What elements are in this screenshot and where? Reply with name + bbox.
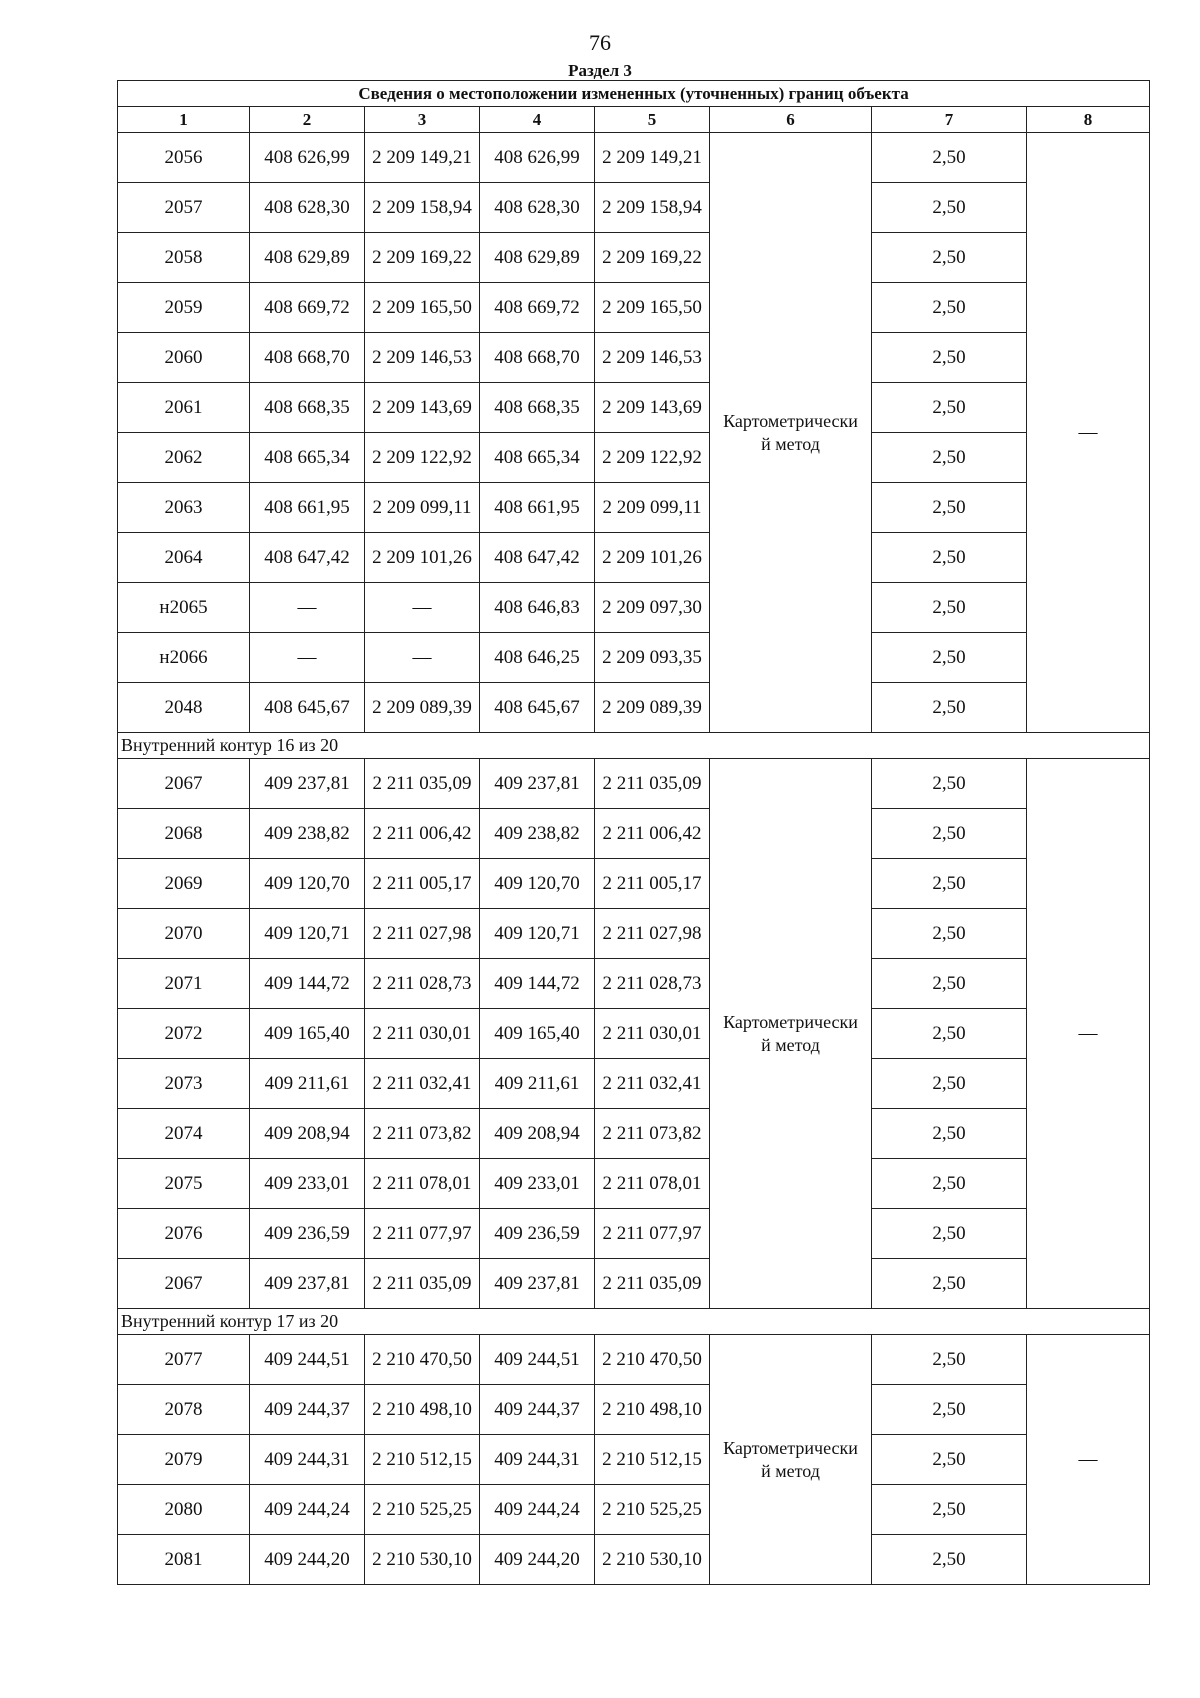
accuracy-cell: 2,50 <box>872 583 1027 633</box>
existing-y-cell: 2 209 169,22 <box>365 233 480 283</box>
table-row <box>118 383 1150 433</box>
new-x-cell: 409 238,82 <box>480 809 595 859</box>
column8-cell: — <box>1027 759 1150 1309</box>
table-row <box>118 1335 1150 1385</box>
point-id-cell: н2066 <box>118 633 250 683</box>
method-text-line1: Картометрически <box>723 1437 858 1458</box>
point-id-cell: 2060 <box>118 333 250 383</box>
new-y-cell: 2 210 530,10 <box>595 1535 710 1585</box>
table-row <box>118 1259 1150 1309</box>
table-row <box>118 233 1150 283</box>
existing-x-cell: 408 628,30 <box>250 183 365 233</box>
new-x-cell: 408 661,95 <box>480 483 595 533</box>
accuracy-cell: 2,50 <box>872 1535 1027 1585</box>
new-x-cell: 409 120,71 <box>480 909 595 959</box>
new-x-cell: 409 233,01 <box>480 1159 595 1209</box>
accuracy-cell: 2,50 <box>872 959 1027 1009</box>
table-row <box>118 1209 1150 1259</box>
column8-cell: — <box>1027 133 1150 733</box>
new-y-cell: 2 209 101,26 <box>595 533 710 583</box>
point-id-cell: 2068 <box>118 809 250 859</box>
new-y-cell: 2 209 149,21 <box>595 133 710 183</box>
contour-label-row <box>118 733 1150 759</box>
column-number: 8 <box>1027 107 1150 133</box>
existing-y-cell: 2 211 028,73 <box>365 959 480 1009</box>
point-id-cell: 2074 <box>118 1109 250 1159</box>
new-x-cell: 408 668,35 <box>480 383 595 433</box>
accuracy-cell: 2,50 <box>872 1435 1027 1485</box>
existing-y-cell: 2 211 027,98 <box>365 909 480 959</box>
new-y-cell: 2 211 035,09 <box>595 1259 710 1309</box>
existing-x-cell: 408 626,99 <box>250 133 365 183</box>
existing-x-cell: 408 665,34 <box>250 433 365 483</box>
existing-x-cell: 409 120,70 <box>250 859 365 909</box>
accuracy-cell: 2,50 <box>872 483 1027 533</box>
method-cell <box>710 759 872 1309</box>
new-x-cell: 409 211,61 <box>480 1059 595 1109</box>
method-text-line1: Картометрически <box>723 1011 858 1032</box>
new-y-cell: 2 209 158,94 <box>595 183 710 233</box>
new-x-cell: 408 629,89 <box>480 233 595 283</box>
new-x-cell: 409 208,94 <box>480 1109 595 1159</box>
point-id-cell: 2063 <box>118 483 250 533</box>
contour-label-row <box>118 1309 1150 1335</box>
existing-x-cell: 409 208,94 <box>250 1109 365 1159</box>
existing-y-cell: 2 211 032,41 <box>365 1059 480 1109</box>
accuracy-cell: 2,50 <box>872 1385 1027 1435</box>
new-x-cell: 409 244,24 <box>480 1485 595 1535</box>
point-id-cell: 2080 <box>118 1485 250 1535</box>
point-id-cell: н2065 <box>118 583 250 633</box>
accuracy-cell: 2,50 <box>872 183 1027 233</box>
column-number: 7 <box>872 107 1027 133</box>
table-row <box>118 1485 1150 1535</box>
existing-x-cell: 408 669,72 <box>250 283 365 333</box>
new-y-cell: 2 211 006,42 <box>595 809 710 859</box>
existing-x-cell: 408 661,95 <box>250 483 365 533</box>
point-id-cell: 2076 <box>118 1209 250 1259</box>
accuracy-cell: 2,50 <box>872 1009 1027 1059</box>
accuracy-cell: 2,50 <box>872 1209 1027 1259</box>
existing-y-cell: 2 210 512,15 <box>365 1435 480 1485</box>
existing-y-cell: 2 209 165,50 <box>365 283 480 333</box>
new-y-cell: 2 209 097,30 <box>595 583 710 633</box>
accuracy-cell: 2,50 <box>872 433 1027 483</box>
table-row <box>118 483 1150 533</box>
existing-y-cell: 2 209 089,39 <box>365 683 480 733</box>
accuracy-cell: 2,50 <box>872 1159 1027 1209</box>
point-id-cell: 2059 <box>118 283 250 333</box>
existing-x-cell: 409 244,24 <box>250 1485 365 1535</box>
table-row <box>118 1385 1150 1435</box>
existing-x-cell: 408 647,42 <box>250 533 365 583</box>
boundary-table <box>117 80 1150 1585</box>
new-x-cell: 408 646,25 <box>480 633 595 683</box>
accuracy-cell: 2,50 <box>872 1059 1027 1109</box>
point-id-cell: 2057 <box>118 183 250 233</box>
table-row <box>118 683 1150 733</box>
existing-y-cell: 2 211 078,01 <box>365 1159 480 1209</box>
point-id-cell: 2077 <box>118 1335 250 1385</box>
method-text-line2: й метод <box>761 1034 820 1055</box>
table-row <box>118 633 1150 683</box>
column-number: 4 <box>480 107 595 133</box>
table-body <box>118 81 1150 1585</box>
existing-y-cell: 2 209 143,69 <box>365 383 480 433</box>
new-y-cell: 2 211 078,01 <box>595 1159 710 1209</box>
existing-y-cell: 2 211 005,17 <box>365 859 480 909</box>
point-id-cell: 2070 <box>118 909 250 959</box>
existing-y-cell: 2 211 035,09 <box>365 1259 480 1309</box>
new-x-cell: 409 244,51 <box>480 1335 595 1385</box>
contour-label: Внутренний контур 16 из 20 <box>118 733 1150 759</box>
new-x-cell: 408 668,70 <box>480 333 595 383</box>
existing-x-cell: — <box>250 583 365 633</box>
existing-x-cell: 408 645,67 <box>250 683 365 733</box>
existing-x-cell: 409 244,37 <box>250 1385 365 1435</box>
new-y-cell: 2 209 169,22 <box>595 233 710 283</box>
point-id-cell: 2079 <box>118 1435 250 1485</box>
table-caption: Сведения о местоположении измененных (уточненных) границ объекта <box>118 81 1150 107</box>
new-x-cell: 409 244,37 <box>480 1385 595 1435</box>
table-row <box>118 1435 1150 1485</box>
new-y-cell: 2 210 498,10 <box>595 1385 710 1435</box>
table-row <box>118 959 1150 1009</box>
table-row <box>118 133 1150 183</box>
point-id-cell: 2073 <box>118 1059 250 1109</box>
accuracy-cell: 2,50 <box>872 233 1027 283</box>
table-row <box>118 283 1150 333</box>
accuracy-cell: 2,50 <box>872 1485 1027 1535</box>
method-text-line2: й метод <box>761 433 820 454</box>
new-y-cell: 2 211 077,97 <box>595 1209 710 1259</box>
new-x-cell: 409 120,70 <box>480 859 595 909</box>
existing-y-cell: 2 211 077,97 <box>365 1209 480 1259</box>
existing-y-cell: 2 211 006,42 <box>365 809 480 859</box>
point-id-cell: 2081 <box>118 1535 250 1585</box>
point-id-cell: 2048 <box>118 683 250 733</box>
table-row <box>118 433 1150 483</box>
new-y-cell: 2 209 143,69 <box>595 383 710 433</box>
column-number: 5 <box>595 107 710 133</box>
column-number: 2 <box>250 107 365 133</box>
page-number: 76 <box>589 30 611 55</box>
accuracy-cell: 2,50 <box>872 1259 1027 1309</box>
point-id-cell: 2056 <box>118 133 250 183</box>
table-row <box>118 183 1150 233</box>
new-y-cell: 2 209 146,53 <box>595 333 710 383</box>
new-y-cell: 2 211 005,17 <box>595 859 710 909</box>
existing-y-cell: 2 209 101,26 <box>365 533 480 583</box>
point-id-cell: 2064 <box>118 533 250 583</box>
new-x-cell: 409 244,31 <box>480 1435 595 1485</box>
existing-y-cell: 2 209 158,94 <box>365 183 480 233</box>
existing-x-cell: 409 211,61 <box>250 1059 365 1109</box>
existing-x-cell: 409 244,20 <box>250 1535 365 1585</box>
existing-y-cell: 2 211 073,82 <box>365 1109 480 1159</box>
table-row <box>118 1159 1150 1209</box>
table-row <box>118 1535 1150 1585</box>
accuracy-cell: 2,50 <box>872 533 1027 583</box>
accuracy-cell: 2,50 <box>872 759 1027 809</box>
new-x-cell: 408 647,42 <box>480 533 595 583</box>
contour-label: Внутренний контур 17 из 20 <box>118 1309 1150 1335</box>
point-id-cell: 2078 <box>118 1385 250 1435</box>
existing-y-cell: 2 210 525,25 <box>365 1485 480 1535</box>
new-x-cell: 408 669,72 <box>480 283 595 333</box>
accuracy-cell: 2,50 <box>872 1109 1027 1159</box>
table-caption-row <box>118 81 1150 107</box>
new-y-cell: 2 211 035,09 <box>595 759 710 809</box>
table-row <box>118 1109 1150 1159</box>
method-text-line2: й метод <box>761 1460 820 1481</box>
new-x-cell: 409 237,81 <box>480 759 595 809</box>
existing-y-cell: 2 211 030,01 <box>365 1009 480 1059</box>
new-y-cell: 2 210 512,15 <box>595 1435 710 1485</box>
accuracy-cell: 2,50 <box>872 809 1027 859</box>
existing-y-cell: 2 209 146,53 <box>365 333 480 383</box>
existing-y-cell: 2 211 035,09 <box>365 759 480 809</box>
existing-x-cell: 408 668,70 <box>250 333 365 383</box>
existing-y-cell: 2 209 099,11 <box>365 483 480 533</box>
point-id-cell: 2062 <box>118 433 250 483</box>
existing-y-cell: 2 210 530,10 <box>365 1535 480 1585</box>
new-x-cell: 409 244,20 <box>480 1535 595 1585</box>
table-row <box>118 909 1150 959</box>
method-cell <box>710 1335 872 1585</box>
existing-x-cell: 408 668,35 <box>250 383 365 433</box>
existing-x-cell: 409 165,40 <box>250 1009 365 1059</box>
new-x-cell: 408 626,99 <box>480 133 595 183</box>
new-y-cell: 2 211 027,98 <box>595 909 710 959</box>
new-y-cell: 2 211 028,73 <box>595 959 710 1009</box>
accuracy-cell: 2,50 <box>872 633 1027 683</box>
existing-y-cell: 2 209 149,21 <box>365 133 480 183</box>
table-row <box>118 533 1150 583</box>
column-number: 1 <box>118 107 250 133</box>
existing-x-cell: 409 144,72 <box>250 959 365 1009</box>
new-y-cell: 2 211 032,41 <box>595 1059 710 1109</box>
point-id-cell: 2058 <box>118 233 250 283</box>
table-row <box>118 809 1150 859</box>
existing-x-cell: — <box>250 633 365 683</box>
new-y-cell: 2 211 030,01 <box>595 1009 710 1059</box>
existing-y-cell: 2 209 122,92 <box>365 433 480 483</box>
existing-y-cell: — <box>365 633 480 683</box>
accuracy-cell: 2,50 <box>872 283 1027 333</box>
existing-x-cell: 409 244,31 <box>250 1435 365 1485</box>
new-x-cell: 409 165,40 <box>480 1009 595 1059</box>
table-row <box>118 583 1150 633</box>
new-y-cell: 2 209 165,50 <box>595 283 710 333</box>
existing-y-cell: — <box>365 583 480 633</box>
new-y-cell: 2 209 099,11 <box>595 483 710 533</box>
point-id-cell: 2075 <box>118 1159 250 1209</box>
method-text-line1: Картометрически <box>723 410 858 431</box>
new-x-cell: 408 665,34 <box>480 433 595 483</box>
table-row <box>118 1009 1150 1059</box>
existing-x-cell: 409 237,81 <box>250 1259 365 1309</box>
new-x-cell: 408 628,30 <box>480 183 595 233</box>
point-id-cell: 2067 <box>118 759 250 809</box>
column-number: 3 <box>365 107 480 133</box>
new-y-cell: 2 209 093,35 <box>595 633 710 683</box>
table-row <box>118 1059 1150 1109</box>
accuracy-cell: 2,50 <box>872 683 1027 733</box>
column8-cell: — <box>1027 1335 1150 1585</box>
existing-x-cell: 409 244,51 <box>250 1335 365 1385</box>
new-y-cell: 2 211 073,82 <box>595 1109 710 1159</box>
accuracy-cell: 2,50 <box>872 909 1027 959</box>
column-number: 6 <box>710 107 872 133</box>
accuracy-cell: 2,50 <box>872 383 1027 433</box>
accuracy-cell: 2,50 <box>872 859 1027 909</box>
point-id-cell: 2067 <box>118 1259 250 1309</box>
existing-x-cell: 409 120,71 <box>250 909 365 959</box>
accuracy-cell: 2,50 <box>872 133 1027 183</box>
existing-x-cell: 408 629,89 <box>250 233 365 283</box>
point-id-cell: 2071 <box>118 959 250 1009</box>
accuracy-cell: 2,50 <box>872 1335 1027 1385</box>
new-x-cell: 409 236,59 <box>480 1209 595 1259</box>
point-id-cell: 2061 <box>118 383 250 433</box>
new-y-cell: 2 210 470,50 <box>595 1335 710 1385</box>
existing-x-cell: 409 237,81 <box>250 759 365 809</box>
point-id-cell: 2069 <box>118 859 250 909</box>
new-x-cell: 409 144,72 <box>480 959 595 1009</box>
point-id-cell: 2072 <box>118 1009 250 1059</box>
new-y-cell: 2 209 089,39 <box>595 683 710 733</box>
existing-x-cell: 409 236,59 <box>250 1209 365 1259</box>
new-x-cell: 408 646,83 <box>480 583 595 633</box>
table-row <box>118 759 1150 809</box>
new-y-cell: 2 210 525,25 <box>595 1485 710 1535</box>
existing-y-cell: 2 210 470,50 <box>365 1335 480 1385</box>
existing-x-cell: 409 233,01 <box>250 1159 365 1209</box>
existing-x-cell: 409 238,82 <box>250 809 365 859</box>
existing-y-cell: 2 210 498,10 <box>365 1385 480 1435</box>
section-title: Раздел 3 <box>568 61 632 80</box>
new-x-cell: 408 645,67 <box>480 683 595 733</box>
accuracy-cell: 2,50 <box>872 333 1027 383</box>
new-y-cell: 2 209 122,92 <box>595 433 710 483</box>
column-number-row <box>118 107 1150 133</box>
table-row <box>118 859 1150 909</box>
method-cell <box>710 133 872 733</box>
new-x-cell: 409 237,81 <box>480 1259 595 1309</box>
table-row <box>118 333 1150 383</box>
